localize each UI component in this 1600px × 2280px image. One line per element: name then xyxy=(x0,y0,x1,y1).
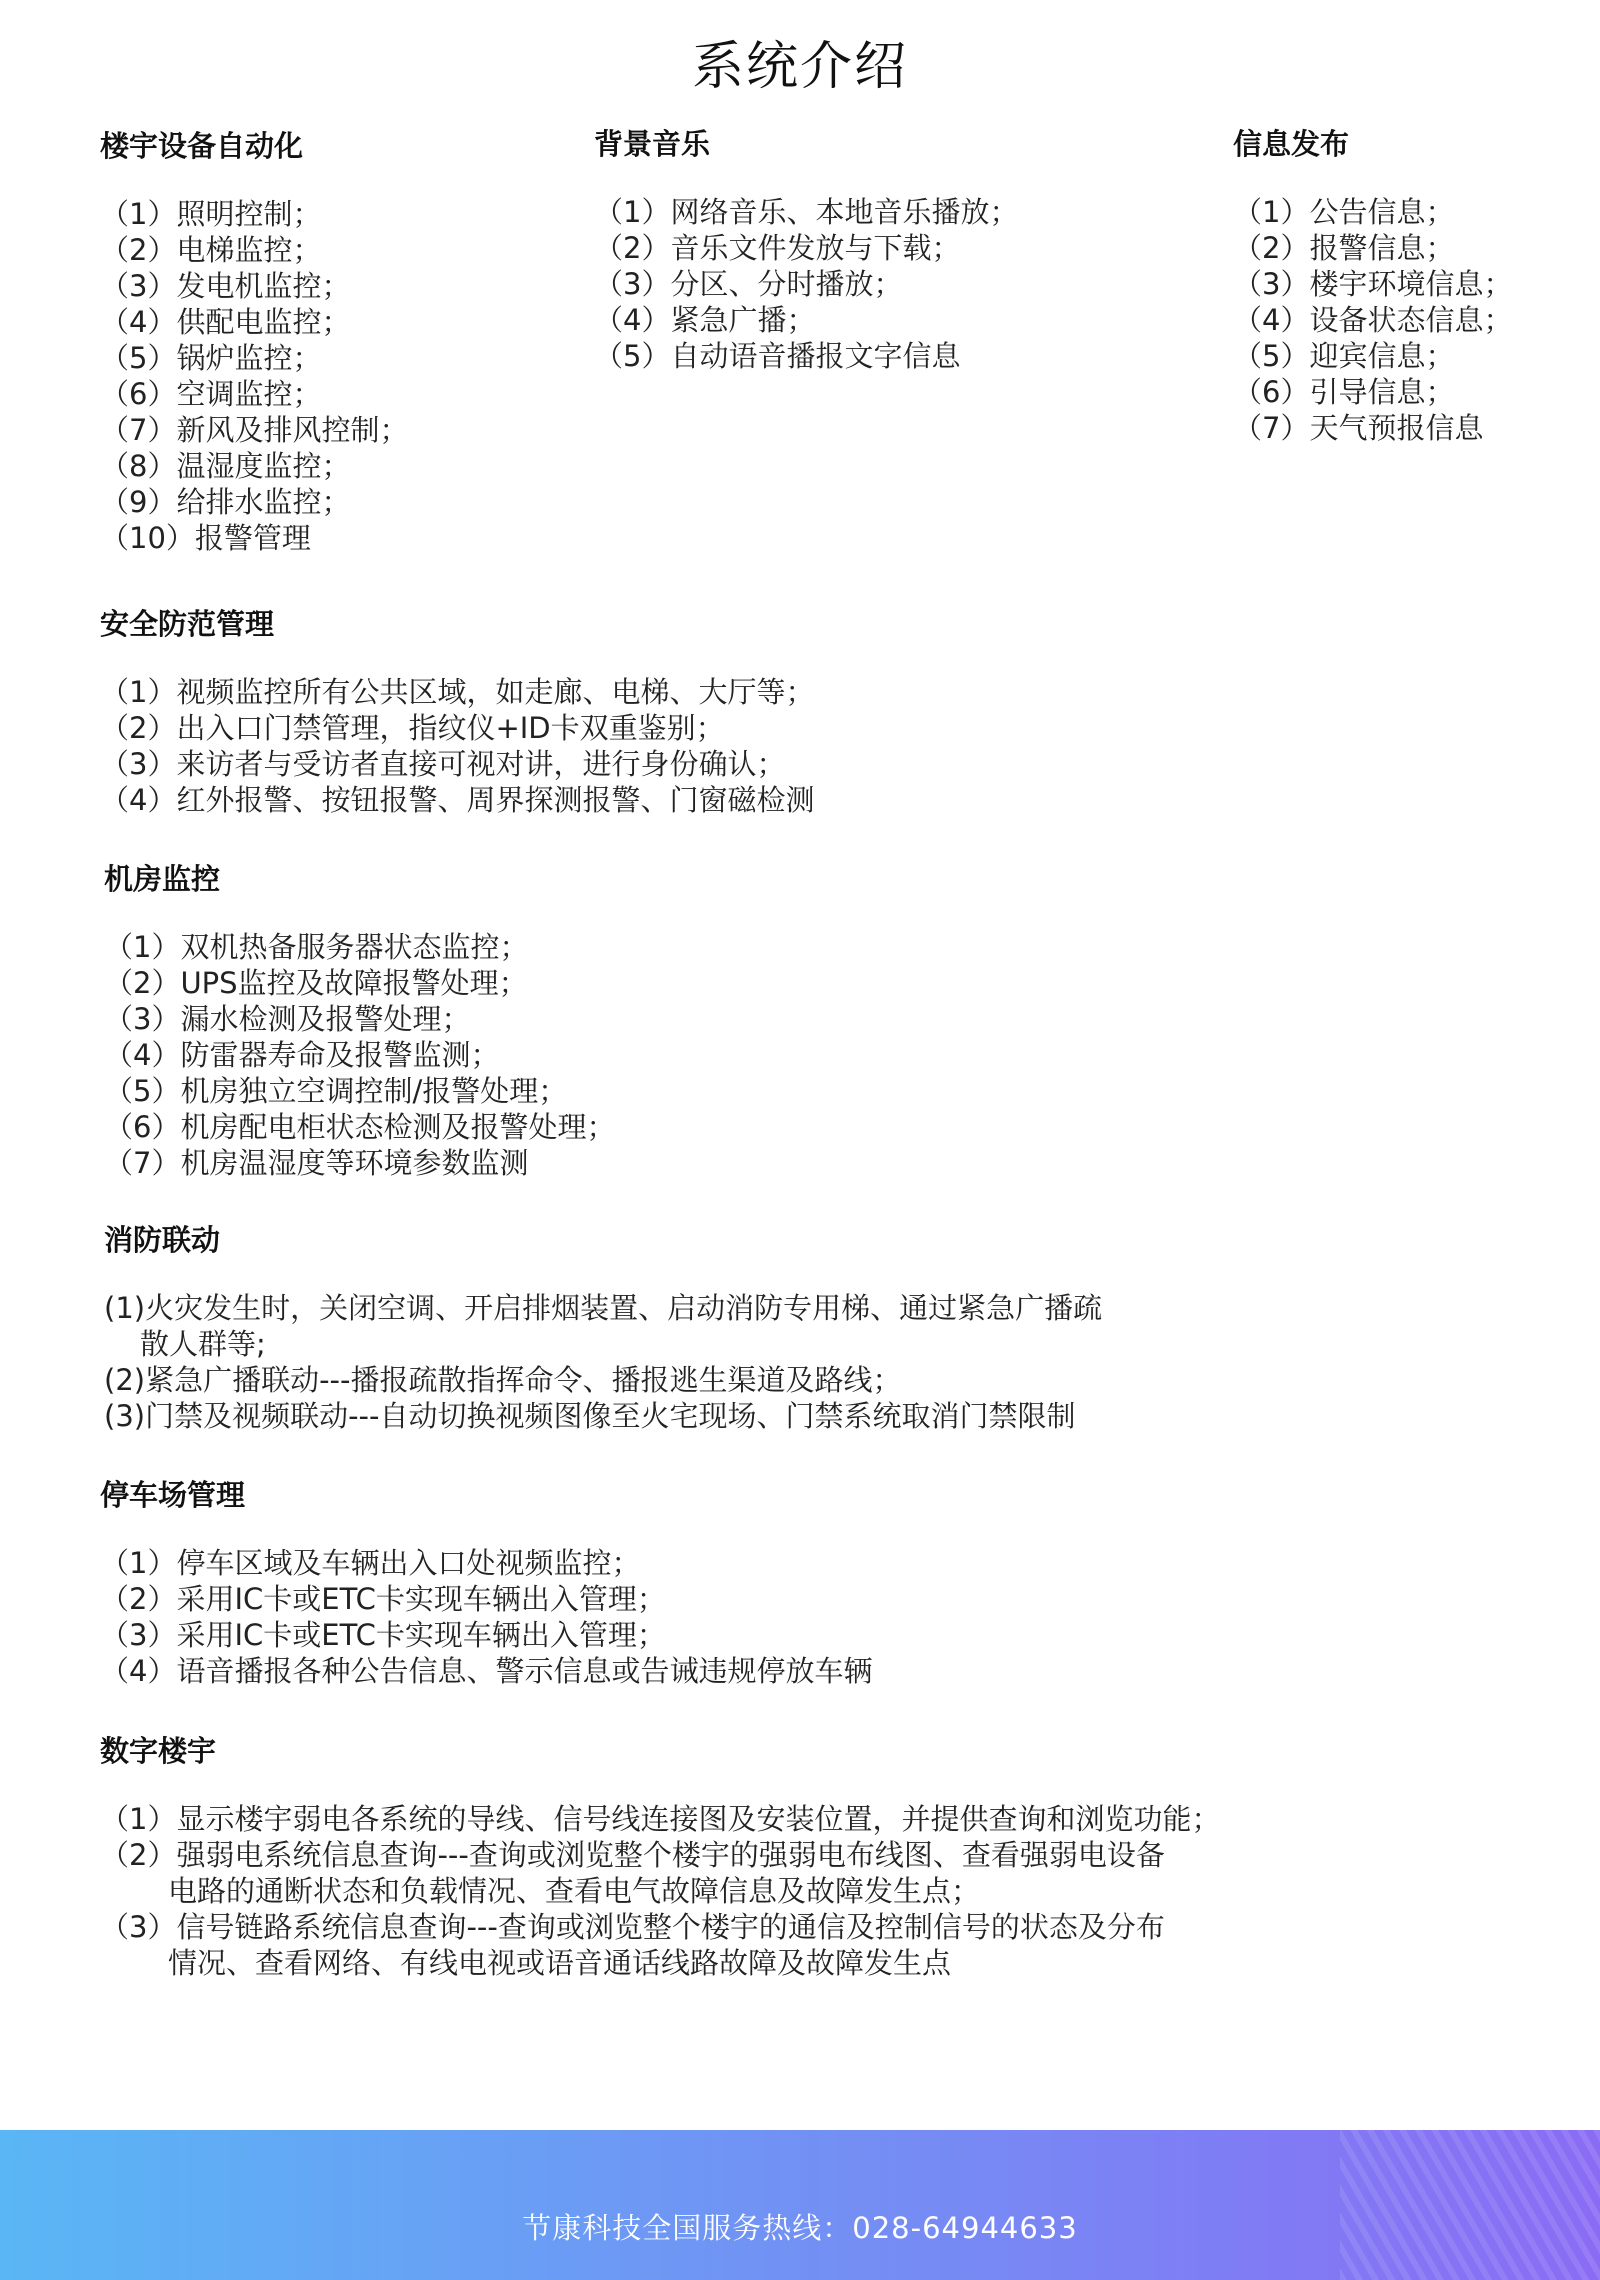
list-item: （3）来访者与受访者直接可视对讲，进行身份确认； xyxy=(100,747,786,781)
item-list xyxy=(104,1290,1102,1434)
section-info-release xyxy=(1233,124,1512,446)
list-item: （4）设备状态信息； xyxy=(1233,303,1513,337)
item-list xyxy=(1233,194,1512,446)
section-heading: 安全防范管理 xyxy=(100,607,275,641)
section-heading: 数字楼宇 xyxy=(100,1734,217,1768)
list-item xyxy=(104,1398,1102,1434)
section-building-automation xyxy=(100,126,408,556)
section-heading: 背景音乐 xyxy=(594,127,711,161)
section-digital-building xyxy=(100,1731,1220,1981)
list-item: （9）给排水监控； xyxy=(100,485,351,519)
list-item xyxy=(104,1362,1102,1398)
list-item: （6）引导信息； xyxy=(1233,375,1455,409)
item-line: （2）强弱电系统信息查询---查询或浏览整个楼宇的强弱电布线图、查看强弱电设备 xyxy=(100,1838,1165,1872)
list-item: （2）电梯监控； xyxy=(100,233,322,267)
section-machine-room-monitoring xyxy=(104,859,615,1181)
item-line-continued: 电路的通断状态和负载情况、查看电气故障信息及故障发生点； xyxy=(168,1874,981,1908)
list-item xyxy=(100,1837,1220,1909)
list-item: （7）机房温湿度等环境参数监测 xyxy=(104,1146,529,1180)
section-heading: 停车场管理 xyxy=(100,1478,246,1512)
item-list xyxy=(100,1545,872,1689)
section-heading: 楼宇设备自动化 xyxy=(100,129,304,163)
list-item: （1）双机热备服务器状态监控； xyxy=(104,930,529,964)
list-item: （2）报警信息； xyxy=(1233,231,1455,265)
item-line-continued: 散人群等; xyxy=(140,1327,266,1361)
item-list xyxy=(100,674,814,818)
item-list xyxy=(104,929,615,1181)
list-item: （7）天气预报信息 xyxy=(1233,411,1484,445)
section-heading: 机房监控 xyxy=(104,862,221,896)
item-line: （3）信号链路系统信息查询---查询或浏览整个楼宇的通信及控制信号的状态及分布 xyxy=(100,1910,1165,1944)
list-item: （3）分区、分时播放； xyxy=(594,267,903,301)
list-item: （4）紧急广播； xyxy=(594,303,816,337)
service-hotline: 节康科技全国服务热线：028-64944633 xyxy=(522,2211,1078,2245)
item-list xyxy=(100,1801,1220,1981)
list-item: （3）漏水检测及报警处理； xyxy=(104,1002,471,1036)
section-fire-linkage xyxy=(104,1220,1102,1434)
list-item: （3）采用IC卡或ETC卡实现车辆出入管理； xyxy=(100,1618,666,1652)
list-item xyxy=(100,1801,1220,1837)
list-item: （4）防雷器寿命及报警监测； xyxy=(104,1038,500,1072)
list-item: （4）供配电监控； xyxy=(100,305,351,339)
list-item: （3）发电机监控； xyxy=(100,269,351,303)
list-item: （8）温湿度监控； xyxy=(100,449,351,483)
list-item: （5）自动语音播报文字信息 xyxy=(594,339,961,373)
list-item: （2）音乐文件发放与下载； xyxy=(594,231,961,265)
footer-banner xyxy=(0,2130,1600,2280)
item-line: (2)紧急广播联动---播报疏散指挥命令、播报逃生渠道及路线； xyxy=(104,1363,902,1397)
list-item: （1）网络音乐、本地音乐播放； xyxy=(594,195,1019,229)
list-item xyxy=(104,1290,1102,1362)
list-item: （6）机房配电柜状态检测及报警处理； xyxy=(104,1110,616,1144)
list-item: （2）出入口门禁管理，指纹仪+ID卡双重鉴别； xyxy=(100,711,725,745)
item-line: （1）显示楼宇弱电各系统的导线、信号线连接图及安装位置，并提供查询和浏览功能； xyxy=(100,1802,1221,1836)
item-line-continued: 情况、查看网络、有线电视或语音通话线路故障及故障发生点 xyxy=(168,1946,952,1980)
item-list xyxy=(594,194,1018,374)
list-item: （3）楼宇环境信息； xyxy=(1233,267,1513,301)
item-line: (3)门禁及视频联动---自动切换视频图像至火宅现场、门禁系统取消门禁限制 xyxy=(104,1399,1076,1433)
list-item: （4）红外报警、按钮报警、周界探测报警、门窗磁检测 xyxy=(100,783,815,817)
page-title: 系统介绍 xyxy=(691,37,908,97)
list-item: （1）公告信息； xyxy=(1233,195,1455,229)
item-line: (1)火灾发生时，关闭空调、开启排烟装置、启动消防专用梯、通过紧急广播疏 xyxy=(104,1291,1103,1325)
list-item: （1）视频监控所有公共区域，如走廊、电梯、大厅等； xyxy=(100,675,815,709)
section-background-music xyxy=(594,124,1018,374)
section-security-management xyxy=(100,604,814,818)
item-list xyxy=(100,196,408,556)
section-parking-management xyxy=(100,1475,872,1689)
list-item: （2）UPS监控及故障报警处理； xyxy=(104,966,528,1000)
section-heading: 消防联动 xyxy=(104,1223,221,1257)
list-item: （10）报警管理 xyxy=(100,521,311,555)
list-item: （5）锅炉监控； xyxy=(100,341,322,375)
list-item xyxy=(100,1909,1220,1981)
section-heading: 信息发布 xyxy=(1233,127,1350,161)
list-item: （5）机房独立空调控制/报警处理； xyxy=(104,1074,568,1108)
decorative-stripes xyxy=(1340,2130,1600,2280)
list-item: （6）空调监控； xyxy=(100,377,322,411)
list-item: （2）采用IC卡或ETC卡实现车辆出入管理； xyxy=(100,1582,666,1616)
list-item: （4）语音播报各种公告信息、警示信息或告诫违规停放车辆 xyxy=(100,1654,873,1688)
list-item: （5）迎宾信息； xyxy=(1233,339,1455,373)
list-item: （1）照明控制； xyxy=(100,197,322,231)
list-item: （1）停车区域及车辆出入口处视频监控； xyxy=(100,1546,641,1580)
list-item: （7）新风及排风控制； xyxy=(100,413,409,447)
